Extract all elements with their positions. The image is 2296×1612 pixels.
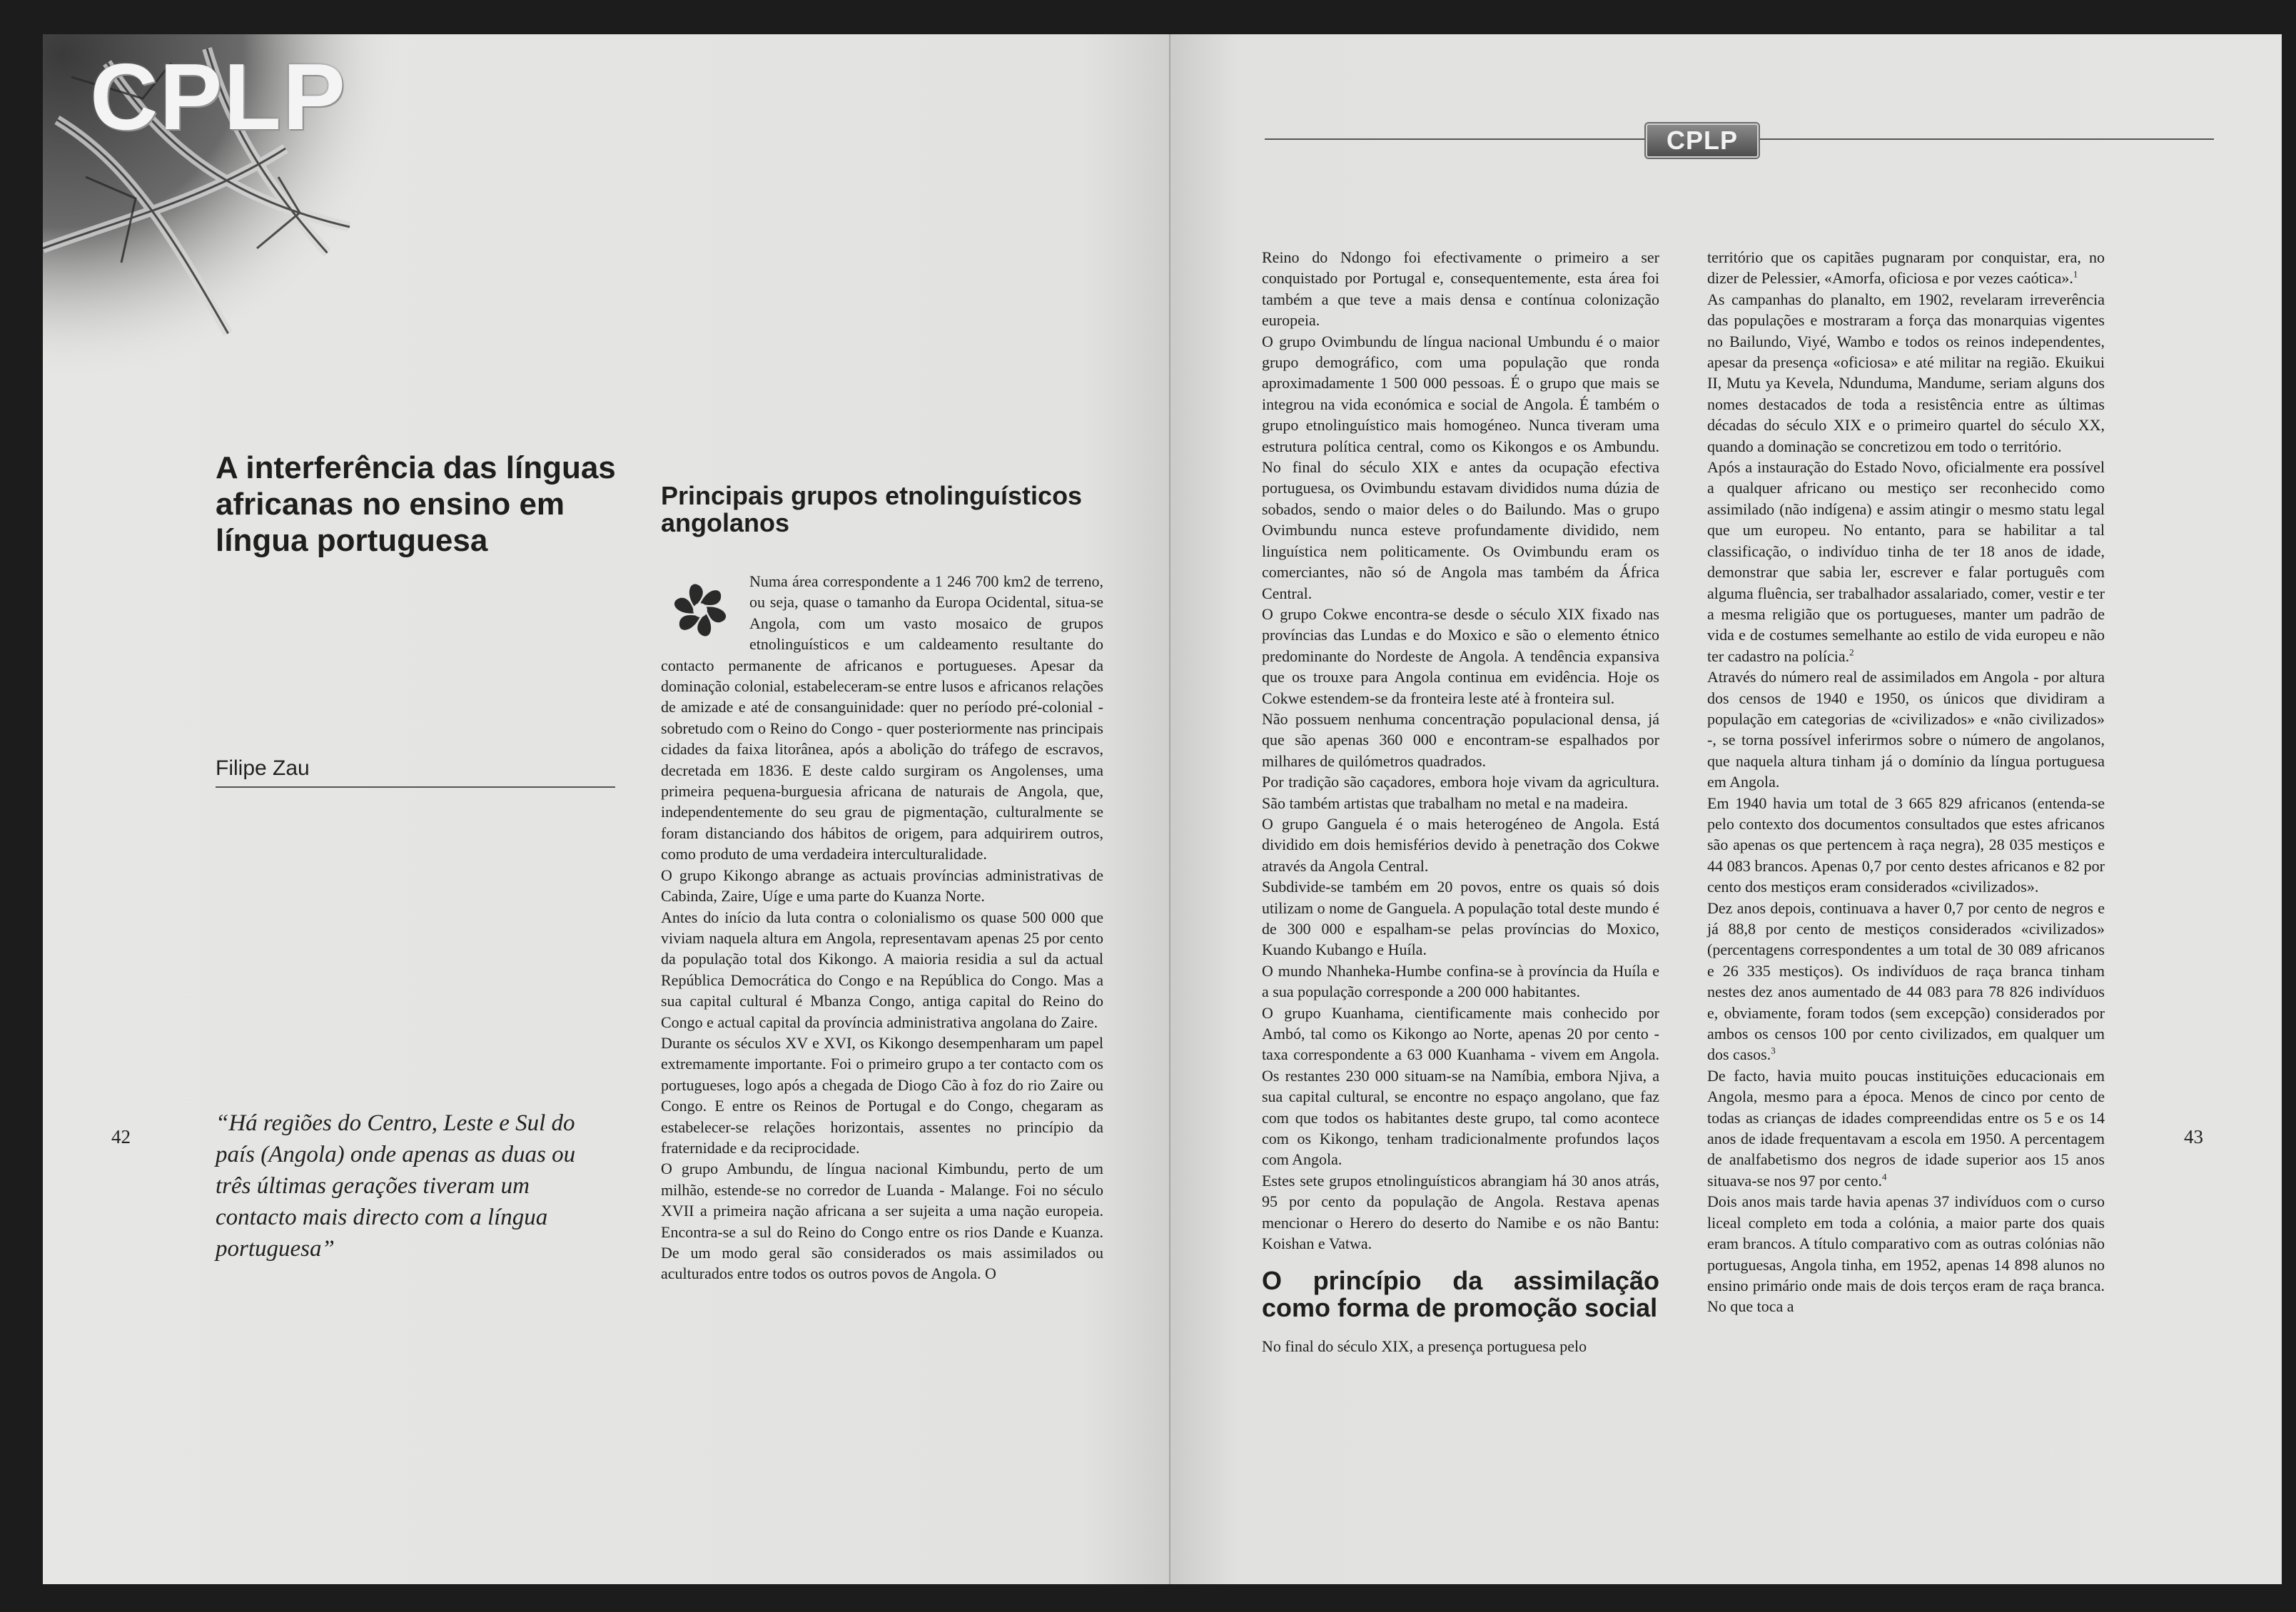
- paragraph: O grupo Ovimbundu de língua nacional Umbundu é o maior grupo demográfico, com uma população que ronda aproximadamente 1 500 000 pessoas. É o grupo que mais se integrou na vida económica e social de Angola. É também o grupo etnolinguístico mais homogéneo. Nunca tiveram uma estrutura política central, como os Kikongos e os Ambundu. No final do século XIX e antes da ocupação efectiva portuguesa, os Ovimbundu estavam divididos numa dúzia de sobados, sendo o maior deles o do Bailundo. Mas o grupo Ovimbundu nunca esteve profundamente dividido, nem linguística nem politicamente. Os Ovimbundu eram os comerciantes, não só de Angola mas também da África Central.: [1262, 332, 1659, 602]
- paragraph: No final do século XIX, a presença portuguesa pelo: [1262, 1337, 1587, 1355]
- paragraph-text: Após a instauração do Estado Novo, oficialmente era possível a qualquer africano ou mestiço ser reconhecido como assimilado (não indígena) e assim atingir o mesmo statu legal que um europeu. No entanto, para se habilitar a tal classificação, o indivíduo tinha de ter 18 anos de idade, demonstrar que sabia ler, escrever e falar português com alguma fluência, ser trabalhador assalariado, comer, vestir e ter a mesma religião que os portugueses, manter um padrão de vida e de costumes semelhante ao estilo de vida europeu e não ter cadastro na polícia.: [1707, 458, 2105, 665]
- paragraph: Por tradição são caçadores, embora hoje vivam da agricultura. São também artistas que trabalham no metal e na madeira.: [1262, 773, 1659, 812]
- paragraph: O mundo Nhanheka-Humbe confina-se à província da Huíla e a sua população corresponde a 200 000 habitantes.: [1262, 961, 1659, 1001]
- pull-quote: “Há regiões do Centro, Leste e Sul do país (Angola) onde apenas as duas ou três últimas gerações tiveram um contacto mais directo com a língua portuguesa”: [216, 1110, 576, 1262]
- page-number-left: 42: [111, 1126, 131, 1147]
- left-text-column: [661, 571, 1103, 1284]
- paragraph-text: território que os capitães pugnaram por conquistar, era, no dizer de Pelessier, «Amorfa, oficiosa e por vezes caótica».: [1707, 248, 2105, 288]
- cplp-logo: CPLP: [90, 44, 348, 149]
- swirl-flower-icon: [661, 571, 739, 649]
- footnote-mark: 3: [1771, 1045, 1776, 1057]
- cplp-header-badge: CPLP: [1646, 123, 1759, 158]
- paragraph: Antes do início da luta contra o colonialismo os quase 500 000 que viviam naquela altura em Angola, representavam apenas 25 por cento da população total dos Kikongo. A maioria residia a sul da actual República Democrática do Congo e na República do Congo. Mas a sua capital cultural é Mbanza Congo, antiga capital do Reino do Congo e actual capital da província administrativa angolana do Zaire.: [661, 908, 1103, 1031]
- paragraph-text: Dez anos depois, continuava a haver 0,7 por cento de negros e já 88,8 por cento de mestiços considerados «civilizados» (percentagens correspondentes a um total de 30 089 africanos e 26 335 mestiços). Os indivíduos de raça branca tinham nestes dez anos aumentado de 44 083 para 78 826 indivíduos e, obviamente, foram todos (sem excepção) considerados por ambos os censos 100 por cento civilizados, em qualquer um dos casos.: [1707, 898, 2105, 1064]
- paragraph-text: De facto, havia muito poucas instituições educacionais em Angola, mesmo para a época. Menos de cinco por cento de todas as crianças de idades compreendidas entre os 5 e os 14 anos de idade frequentavam a escola em 1950. A percentagem de analfabetismo dos negros de idade superior aos 15 anos situava-se nos 97 por cento.: [1707, 1066, 2105, 1190]
- paragraph: O grupo Kikongo abrange as actuais províncias administrativas de Cabinda, Zaire, Uíge e uma parte do Kuanza Norte.: [661, 866, 1103, 906]
- section-heading-assimilation: O princípio da assimilação como forma de promoção social: [1262, 1265, 1659, 1322]
- paragraph: O grupo Kuanhama, cientificamente mais conhecido por Ambó, tal como os Kikongo ao Norte, apenas 20 por cento - taxa correspondente a 63 000 Kuanhama - vivem em Angola. Os restantes 230 000 situam-se na Namíbia, embora Njiva, a sua capital cultural, se encontre no espaço angolano, que faz com que todos os habitantes deste grupo, tal como acontece com os Kikongo, tenham tradicionalmente profundos laços com Angola.: [1262, 1003, 1659, 1169]
- paragraph: O grupo Ganguela é o mais heterogéneo de Angola. Está dividido em dois hemisférios devido à penetração dos Cokwe através da Angola Central.: [1262, 814, 1659, 875]
- article-title: A interferência das línguas africanas no ensino em língua portuguesa: [216, 450, 616, 558]
- paragraph: [1707, 457, 2105, 666]
- paragraph: Através do número real de assimilados em Angola - por altura dos censos de 1940 e 1950, os únicos que dividiram a população em categorias de «civilizados» e «não civilizados» -, se torna possível inferirmos sobre o número de angolanos, que naquela altura tinham já o domínio da língua portuguesa em Angola.: [1707, 668, 2105, 791]
- paragraph: Em 1940 havia um total de 3 665 829 africanos (entenda-se pelo contexto dos documentos consultados que estes africanos são apenas os que pertencem à raça negra), 28 035 mestiços e 44 083 brancos. Apenas 0,7 por cento destes africanos e 82 por cento dos mestiços eram considerados «civilizados».: [1707, 794, 2105, 896]
- paragraph: O grupo Ambundu, de língua nacional Kimbundu, perto de um milhão, estende-se no corredor de Luanda - Malange. Foi no século XVII a primeira nação africana a ser sujeita a uma nação europeia. Encontra-se a sul do Reino do Congo entre os rios Dande e Kuanza. De um modo geral são considerados os mais assimilados ou aculturados entre todos os outros povos de Angola. O: [661, 1160, 1103, 1283]
- left-page: [43, 34, 1172, 1584]
- paragraph: [1707, 898, 2105, 1065]
- page-number-right: 43: [2184, 1126, 2203, 1147]
- section-heading-groups: Principais grupos etnolinguísticos angolanos: [661, 481, 1083, 537]
- right-text-column-1: [1262, 247, 1659, 1357]
- paragraph: [1707, 247, 2105, 289]
- right-text-column-2: [1707, 247, 2105, 1317]
- footnote-mark: 2: [1849, 647, 1854, 658]
- author-name: Filipe Zau: [216, 756, 615, 788]
- paragraph: Não possuem nenhuma concentração populacional densa, já que são apenas 360 000 e encontram-se espalhados por milhares de quilómetros quadrados.: [1262, 709, 1659, 770]
- paragraph: O grupo Cokwe encontra-se desde o século XIX fixado nas províncias das Lundas e do Moxico e são o elemento étnico predominante do Nordeste de Angola. A tendência expansiva que os trouxe para Angola continua em evidência. Hoje os Cokwe estendem-se da fronteira leste até à fronteira sul.: [1262, 604, 1659, 707]
- footnote-mark: 1: [2073, 269, 2078, 280]
- paragraph: [1707, 1065, 2105, 1191]
- paragraph: Dois anos mais tarde havia apenas 37 indivíduos com o curso liceal completo em toda a colónia, a maior parte dos quais eram brancos. A título comparativo com as outras colónias não portuguesas, Angola tinha, em 1952, apenas 14 898 alunos no ensino primário onde mais de dois terços eram de raça branca. No que toca a: [1707, 1192, 2105, 1316]
- paragraph: Durante os séculos XV e XVI, os Kikongo desempenharam um papel extremamente importante. Foi o primeiro grupo a ter contacto com os portugueses, logo após a chegada de Diogo Cão à foz do rio Zaire ou Congo. E entre os Reinos de Portugal e do Congo, chegaram as estabelecer-se relações horizontais, assentes no princípio da fraternidade e da reciprocidade.: [661, 1033, 1103, 1157]
- paragraph: Subdivide-se também em 20 povos, entre os quais só dois utilizam o nome de Ganguela. A população total deste mundo é de 300 000 e espalham-se pelas províncias do Moxico, Kuando Kubango e Huíla.: [1262, 878, 1659, 959]
- right-page: [1172, 34, 2282, 1584]
- paragraph: As campanhas do planalto, em 1902, revelaram irreverência das populações e mostraram a força das monarquias vigentes no Bailundo, Viyé, Wambo e todos os reinos independentes, apesar da presença «oficiosa» e até militar na região. Ekuikui II, Mutu ya Kevela, Ndunduma, Mandume, seriam alguns dos nomes destacados de toda a resistência entre as últimas décadas do século XIX e o primeiro quartel do século XX, quando a dominação se concretizou em todo o território.: [1707, 290, 2105, 455]
- paragraph: Numa área correspondente a 1 246 700 km2 de terreno, ou seja, quase o tamanho da Europa Ocidental, situa-se Angola, com um vasto mosaico de grupos etnolinguísticos e um caldeamento resultante do contacto permanente de africanos e portugueses. Apesar da dominação colonial, estabeleceram-se entre lusos e africanos relações de amizade e até de consanguinidade: quer no período pré-colonial - sobretudo com o Reino do Congo - quer posteriormente nas principais cidades da faixa litorânea, após a abolição do tráfego de escravos, decretada em 1836. E deste caldo surgiram os Angolenses, uma primeira pequena-burguesia africana de naturais de Angola, que, independentemente do seu grau de pigmentação, culturalmente se foram distanciando dos hábitos de origem, para adquirirem outros, como produto de uma verdadeira interculturalidade.: [661, 572, 1103, 863]
- paragraph: Estes sete grupos etnolinguísticos abrangiam há 30 anos atrás, 95 por cento da população de Angola. Restava apenas mencionar o Herero do deserto do Namibe e os não Bantu: Koishan e Vatwa.: [1262, 1171, 1659, 1253]
- footnote-mark: 4: [1882, 1171, 1887, 1182]
- paragraph: Reino do Ndongo foi efectivamente o primeiro a ser conquistado por Portugal e, consequentemente, esta área foi também a que teve a mais densa e contínua colonização europeia.: [1262, 248, 1659, 330]
